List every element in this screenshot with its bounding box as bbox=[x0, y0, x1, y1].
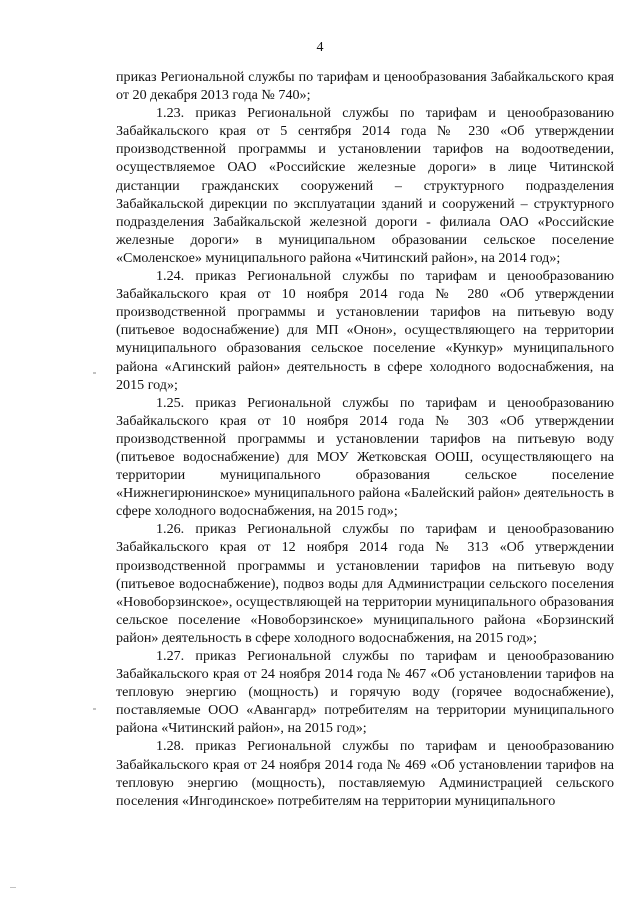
paragraph-item-1-25: 1.25. приказ Региональной службы по тарифам и ценообразованию Забайкальского края от 10 ноября 2014 года № 303 «Об утверждении производственной программы и установлении тарифов на питьевую воду (питьевое водоснабжение) для МОУ Жетковская ООШ, осуществляющего на территории муниципального образования сельское поселение «Нижнегирюнинское» муниципального района «Балейский район» деятельность в сфере холодного водоснабжения, на 2015 год»; bbox=[116, 394, 614, 520]
scan-speck bbox=[10, 887, 16, 888]
paragraph-item-1-28: 1.28. приказ Региональной службы по тарифам и ценообразованию Забайкальского края от 24 ноября 2014 года № 469 «Об установлении тарифов на тепловую энергию (мощность), поставляемую Администрацией сельского поселения «Ингодинское» потребителям на территории муниципального bbox=[116, 738, 614, 809]
paragraph-item-1-26: 1.26. приказ Региональной службы по тарифам и ценообразованию Забайкальского края от 12 ноября 2014 года № 313 «Об утверждении производственной программы и установлении тарифов на питьевую воду (питьевое водоснабжение), подвоз воды для Администрации сельского поселения «Новоборзинское», осуществляющей на территории муниципального образования сельское поселение «Новоборзинское» муниципального района «Борзинский район» деятельность в сфере холодного водоснабжения, на 2015 год»; bbox=[116, 521, 614, 646]
paragraph-item-1-24: 1.24. приказ Региональной службы по тарифам и ценообразованию Забайкальского края от 10 ноября 2014 года № 280 «Об утверждении производственной программы и установлении тарифов на питьевую воду (питьевое водоснабжение) для МП «Онон», осуществляющего на территории муниципального образования сельское поселение «Кункур» муниципального района «Агинский район» деятельность в сфере холодного водоснабжения, на 2015 год»; bbox=[116, 268, 614, 393]
paragraph-item-1-27: 1.27. приказ Региональной службы по тарифам и ценообразованию Забайкальского края от 24 ноября 2014 года № 467 «Об установлении тарифов на тепловую энергию (мощность) и горячую воду (горячее водоснабжение), поставляемые ООО «Авангард» потребителям на территории муниципального района «Читинский район», на 2015 год»; bbox=[116, 648, 614, 737]
paragraph-item-1-23: 1.23. приказ Региональной службы по тарифам и ценообразованию Забайкальского края от 5 сентября 2014 года № 230 «Об утверждении производственной программы и установлении тарифов на водоотведении, осуществляемое ОАО «Российские железные дороги» в лице Читинской дистанции гражданских сооружений – структурного подразделения Забайкальской дирекции по эксплуатации зданий и сооружений – структурного подразделения Забайкальской железной дороги - филиала ОАО «Российские железные дороги» в муниципальном образовании сельское поселение «Смоленское» муниципального района «Читинский район», на 2014 год»; bbox=[116, 105, 614, 266]
scan-speck bbox=[93, 372, 96, 374]
document-body bbox=[116, 68, 614, 810]
scan-speck bbox=[93, 708, 96, 710]
paragraph-continuation: приказ Региональной службы по тарифам и ценообразования Забайкальского края от 20 декабря 2013 года № 740»; bbox=[116, 69, 614, 104]
page-number: 4 bbox=[316, 40, 324, 55]
